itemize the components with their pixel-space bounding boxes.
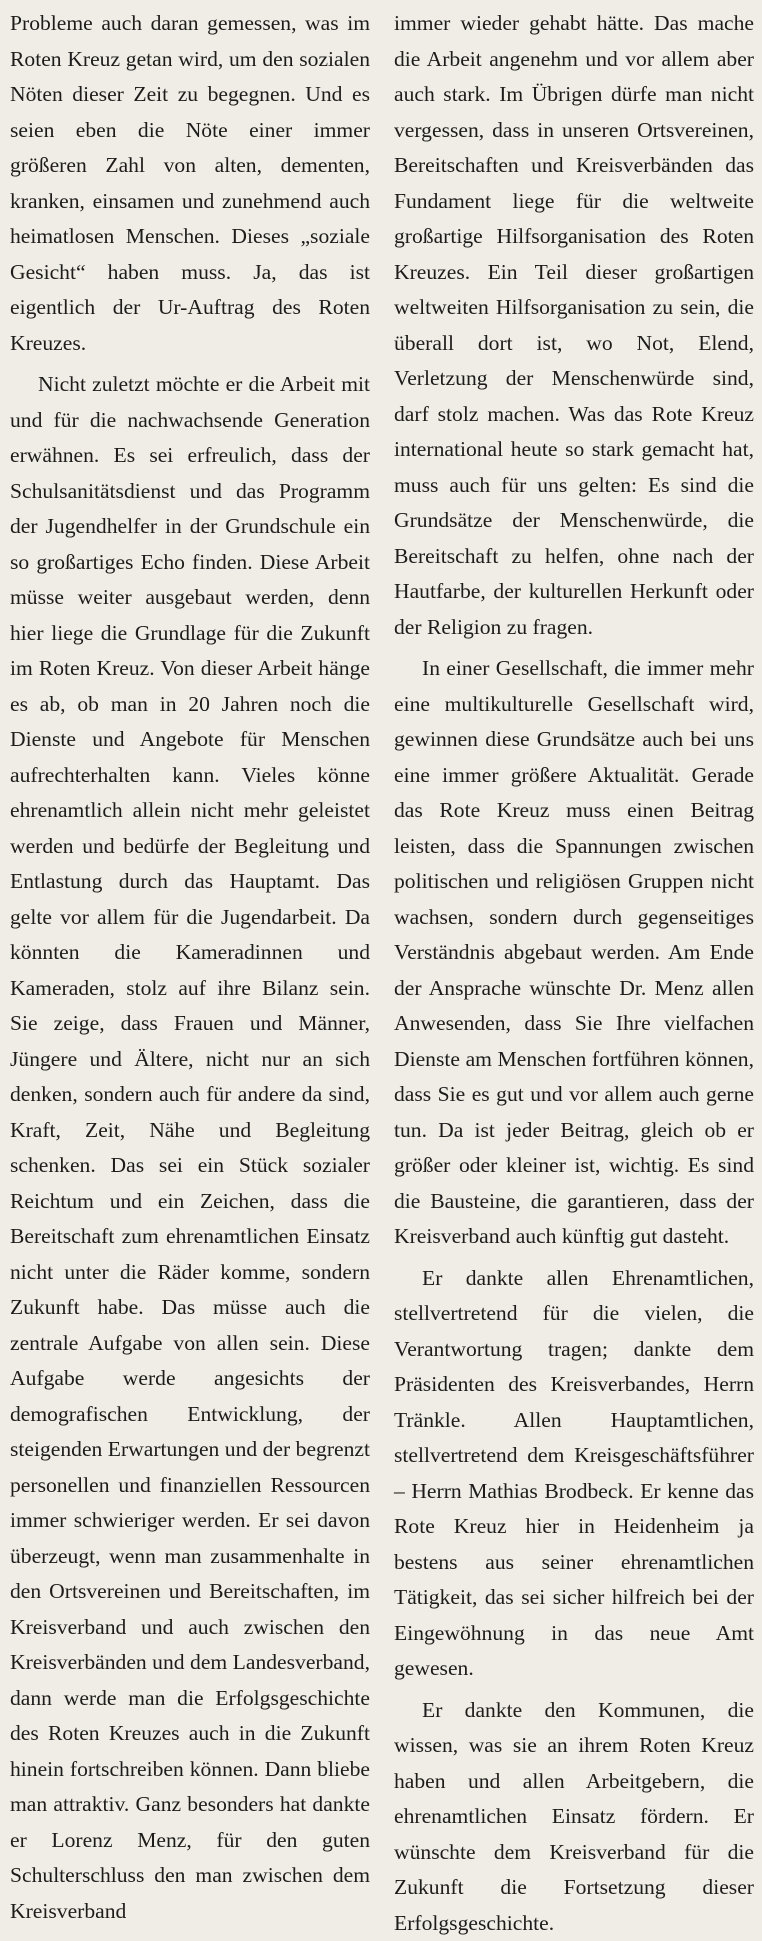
left-column — [10, 6, 370, 1906]
paragraph: Er dankte allen Ehrenamtlichen, stellvertretend für die vielen, die Verantwortung tragen; dankte dem Präsidenten des Kreisverbandes, Herrn Tränkle. Allen Hauptamtlichen, stellvertretend dem Kreisgeschäftsführer – Herrn Mathias Brodbeck. Er kenne das Rote Kreuz hier in Heidenheim ja bestens aus seiner ehrenamtlichen Tätigkeit, das sei sicher hilfreich bei der Eingewöhnung in das neue Amt gewesen. — [394, 1261, 754, 1687]
paragraph: In einer Gesellschaft, die immer mehr eine multikulturelle Gesellschaft wird, gewinnen diese Grundsätze auch bei uns eine immer größere Aktualität. Gerade das Rote Kreuz muss einen Beitrag leisten, dass die Spannungen zwischen politischen und religiösen Gruppen nicht wachsen, sondern durch gegenseitiges Verständnis abgebaut werden. Am Ende der Ansprache wünschte Dr. Menz allen Anwesenden, dass Sie Ihre vielfachen Dienste am Menschen fortführen können, dass Sie es gut und vor allem auch gerne tun. Da ist jeder Beitrag, gleich ob er größer oder kleiner ist, wichtig. Es sind die Bausteine, die garantieren, dass der Kreisverband auch künftig gut dasteht. — [394, 651, 754, 1255]
paragraph: Nicht zuletzt möchte er die Arbeit mit und für die nachwachsende Generation erwähnen. Es sei erfreulich, dass der Schulsanitätsdienst und das Programm der Jugendhelfer in der Grundschule ein so großartiges Echo finden. Diese Arbeit müsse weiter ausgebaut werden, denn hier liege die Grundlage für die Zukunft im Roten Kreuz. Von dieser Arbeit hänge es ab, ob man in 20 Jahren noch die Dienste und Angebote für Menschen aufrechterhalten kann. Vieles könne ehrenamtlich allein nicht mehr geleistet werden und bedürfe der Begleitung und Entlastung durch das Hauptamt. Das gelte vor allem für die Jugendarbeit. Da könnten die Kameradinnen und Kameraden, stolz auf ihre Bilanz sein. Sie zeige, dass Frauen und Männer, Jüngere und Ältere, nicht nur an sich denken, sondern auch für andere da sind, Kraft, Zeit, Nähe und Begleitung schenken. Das sei ein Stück sozialer Reichtum und ein Zeichen, dass die Bereitschaft zum ehrenamtlichen Einsatz nicht unter die Räder komme, sondern Zukunft habe. Das müsse auch die zentrale Aufgabe von allen sein. Diese Aufgabe werde angesichts der demografischen Entwicklung, der steigenden Erwartungen und der begrenzt personellen und finanziellen Ressourcen immer schwieriger werden. Er sei davon überzeugt, wenn man zusammenhalte in den Ortsvereinen und Bereitschaften, im Kreisverband und auch zwischen den Kreisverbänden und dem Landesverband, dann werde man die Erfolgsgeschichte des Roten Kreuzes auch in die Zukunft hinein fortschreiben können. Dann bliebe man attraktiv. Ganz besonders hat dankte er Lorenz Menz, für den guten Schulterschluss den man zwischen dem Kreisverband — [10, 367, 370, 1929]
paragraph: Er dankte den Kommunen, die wissen, was sie an ihrem Roten Kreuz haben und allen Arbeitgebern, die ehrenamtlichen Einsatz fördern. Er wünschte dem Kreisverband für die Zukunft die Fortsetzung dieser Erfolgsgeschichte. — [394, 1693, 754, 1941]
paragraph: Probleme auch daran gemessen, was im Roten Kreuz getan wird, um den sozialen Nöten dieser Zeit zu begegnen. Und es seien eben die Nöte einer immer größeren Zahl von alten, dementen, kranken, einsamen und zunehmend auch heimatlosen Menschen. Dieses „soziale Gesicht“ haben muss. Ja, das ist eigentlich der Ur-Auftrag des Roten Kreuzes. — [10, 6, 370, 361]
right-column — [394, 6, 754, 1906]
paragraph: immer wieder gehabt hätte. Das mache die Arbeit angenehm und vor allem aber auch stark. Im Übrigen dürfe man nicht vergessen, dass in unseren Ortsvereinen, Bereitschaften und Kreisverbänden das Fundament liege für die weltweite großartige Hilfsorganisation des Roten Kreuzes. Ein Teil dieser großartigen weltweiten Hilfsorganisation zu sein, die überall dort ist, wo Not, Elend, Verletzung der Menschenwürde sind, darf stolz machen. Was das Rote Kreuz international heute so stark gemacht hat, muss auch für uns gelten: Es sind die Grundsätze der Menschenwürde, die Bereitschaft zu helfen, ohne nach der Hautfarbe, der kulturellen Herkunft oder der Religion zu fragen. — [394, 6, 754, 645]
